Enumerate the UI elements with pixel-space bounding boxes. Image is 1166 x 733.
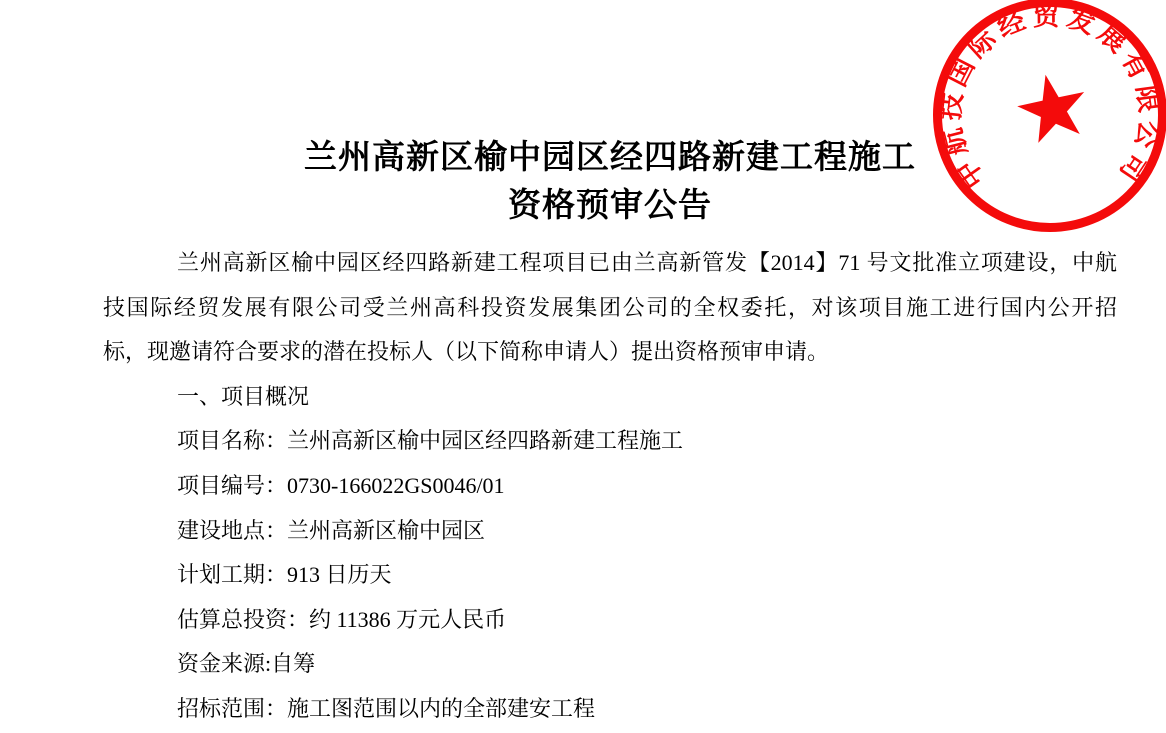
overview-item-location: 建设地点：兰州高新区榆中园区 [177,517,486,543]
document-title [103,134,1117,230]
section-heading-project-overview: 一、项目概况 [177,383,310,409]
seal-company-name: 中航技国际经贸发展有限公司 [934,0,1166,194]
document-title-line-1: 兰州高新区榆中园区经四路新建工程施工 [304,140,916,176]
document-body [103,241,1117,732]
intro-line: 技国际经贸发展有限公司受兰州高科投资发展集团公司的全权委托，对该项目施工进行国内公开招 [103,294,1117,320]
intro-line: 兰州高新区榆中园区经四路新建工程项目已由兰高新管发【2014】71 号文批准立项建设，中航 [177,250,1117,275]
overview-item-funding-source: 资金来源:自筹 [177,651,316,677]
overview-item-investment: 估算总投资：约 11386 万元人民币 [177,606,507,632]
overview-item-project-name: 项目名称：兰州高新区榆中园区经四路新建工程施工 [177,428,684,454]
overview-item-project-number: 项目编号：0730-166022GS0046/01 [177,472,505,498]
intro-line: 标，现邀请符合要求的潜在投标人（以下简称申请人）提出资格预审申请。 [103,339,830,365]
overview-item-bidding-scope: 招标范围：施工图范围以内的全部建安工程 [177,695,596,721]
overview-item-duration: 计划工期：913 日历天 [177,562,392,588]
document-title-line-2: 资格预审公告 [508,188,712,224]
